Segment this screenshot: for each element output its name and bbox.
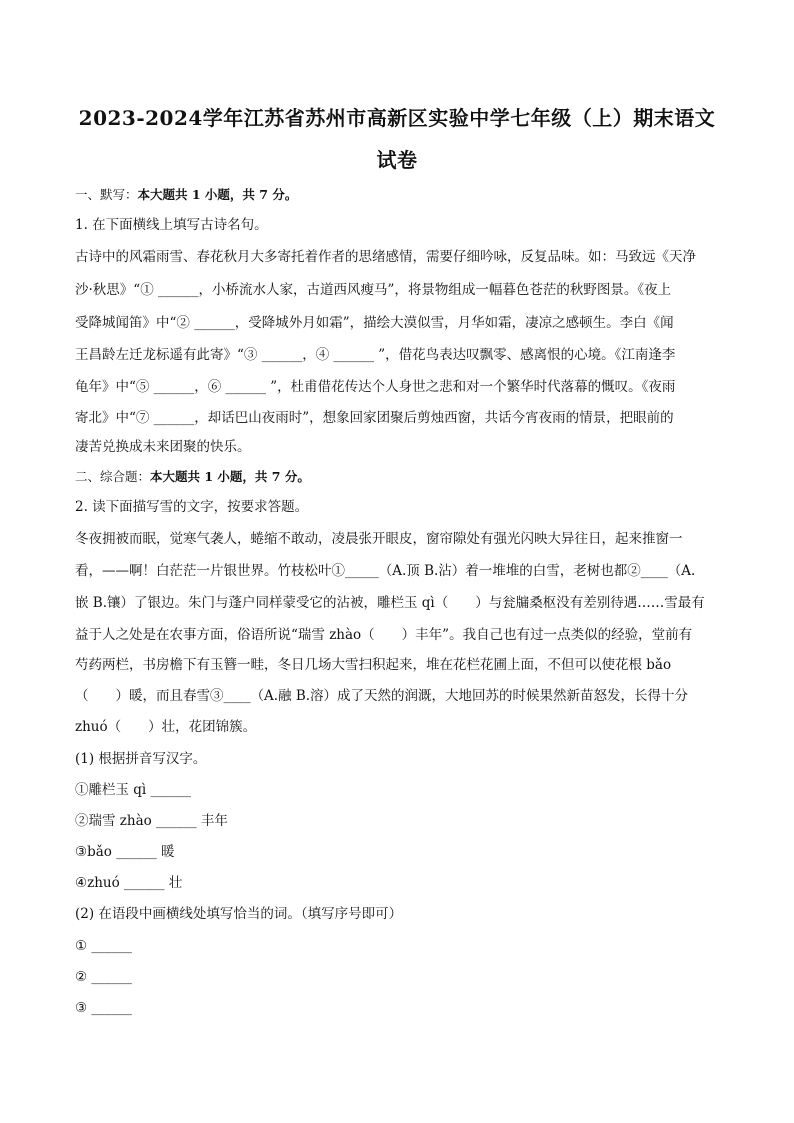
exam-title: 2023-2024学年江苏省苏州市高新区实验中学七年级（上）期末语文 [78, 106, 716, 130]
question-2-passage-line: 看，——啊！白茫茫一片银世界。竹枝松叶①_____（A.顶 B.沾）着一堆堆的白雪，老树也都②____（A. [75, 563, 696, 579]
subquestion-2-item: ② ______ [75, 969, 132, 985]
question-2-passage-line: 嵌 B.镶）了银边。朱门与蓬户同样蒙受它的沾被，雕栏玉 qì（ ）与瓮牖桑枢没有差别待遇……雪最有 [75, 595, 705, 611]
subquestion-1-prompt: (1) 根据拼音写汉字。 [75, 751, 207, 767]
question-2-passage-line: zhuó（ ）壮，花团锦簇。 [75, 719, 257, 735]
question-1-line: 古诗中的风霜雨雪、春花秋月大多寄托着作者的思绪感情，需要仔细吟咏，反复品味。如：马致远《天净 [75, 249, 696, 265]
question-1-line: 沙·秋思》“① ______，小桥流水人家，古道西风瘦马”，将景物组成一幅暮色苍茫的秋野图景。《夜上 [75, 282, 672, 298]
question-1-line: 龟年》中“⑤ ______，⑥ ______ ”，杜甫借花传达个人身世之悲和对一个繁华时代落幕的慨叹。《夜雨 [75, 379, 676, 395]
question-2-passage-line: 芍药两栏，书房檐下有玉簪一畦，冬日几场大雪扫积起来，堆在花栏花圃上面，不但可以使花根 bǎo [75, 657, 672, 673]
section-1-bold: 本大题共 1 小题，共 7 分。 [137, 187, 298, 202]
question-1-line: 寄北》中“⑦ ______，却话巴山夜雨时”，想象回家团聚后剪烛西窗，共话今宵夜雨的情景，把眼前的 [75, 410, 674, 426]
question-1-line: 受降城闻笛》中“② ______，受降城外月如霜”，描绘大漠似雪，月华如霜，凄凉之感顿生。李白《闻 [75, 315, 674, 331]
subquestion-1-item: ④zhuó ______ 壮 [75, 875, 183, 891]
question-2-passage-line: （ ）暖，而且春雪③____（A.融 B.溶）成了天然的润溉，大地回苏的时候果然新苗怒发，长得十分 [75, 688, 689, 704]
exam-title-continued: 试卷 [376, 148, 418, 172]
question-1-line: 王昌龄左迁龙标遥有此寄》“③ ______，④ ______ ”，借花鸟表达叹飘零、感离恨的心境。《江南逢李 [75, 347, 676, 363]
section-2-bold: 本大题共 1 小题，共 7 分。 [150, 469, 310, 484]
subquestion-2-item: ③ ______ [75, 1000, 132, 1016]
section-heading-1 [75, 186, 725, 204]
question-2-prompt: 2. 读下面描写雪的文字，按要求答题。 [75, 499, 309, 515]
question-2-passage-line: 冬夜拥被而眠，觉寒气袭人，蜷缩不敢动，凌晨张开眼皮，窗帘隙处有强光闪映大异往日，起来推窗一 [75, 531, 683, 547]
subquestion-1-item: ①雕栏玉 qì ______ [75, 782, 192, 798]
question-1-line: 凄苦兑换成未来团聚的快乐。 [75, 439, 251, 455]
section-2-prefix: 二、综合题： [75, 469, 151, 484]
subquestion-1-item: ②瑞雪 zhào ______ 丰年 [75, 813, 228, 829]
section-heading-2 [75, 468, 725, 486]
question-1-prompt: 1. 在下面横线上填写古诗名句。 [75, 217, 268, 233]
section-1-prefix: 一、默写： [75, 187, 138, 202]
question-2-passage-line: 益于人之处是在农事方面，俗语所说“瑞雪 zhào（ ）丰年”。我自己也有过一点类似的经验，堂前有 [75, 627, 693, 643]
subquestion-2-item: ① ______ [75, 938, 132, 954]
subquestion-2-prompt: (2) 在语段中画横线处填写恰当的词。（填写序号即可） [75, 906, 403, 922]
subquestion-1-item: ③bǎo ______ 暖 [75, 844, 175, 860]
